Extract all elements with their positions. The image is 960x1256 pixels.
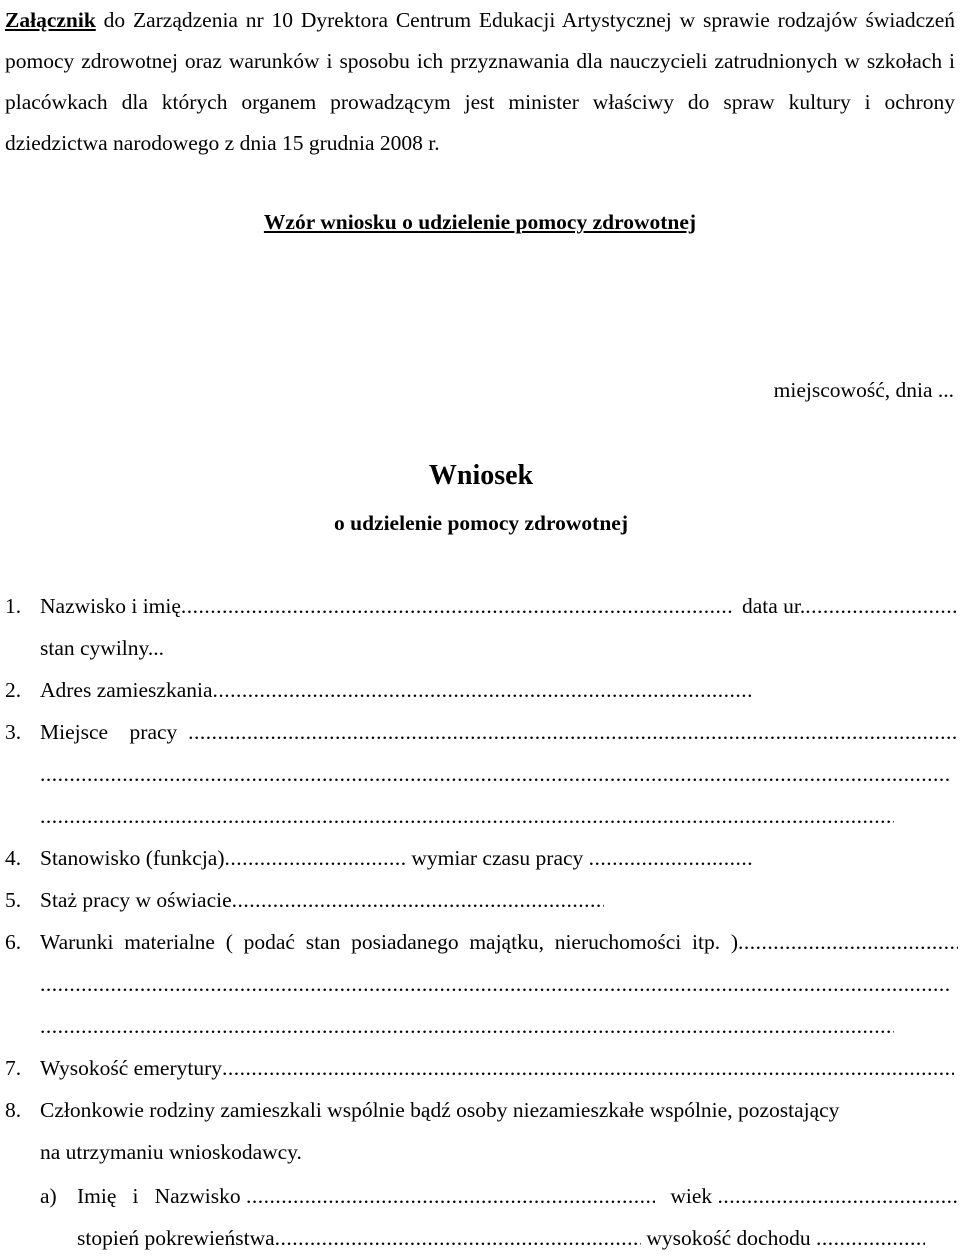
place-date-field[interactable]: miejscowość, dnia ... [773,378,954,402]
income-field[interactable] [641,1220,925,1256]
material-line-3[interactable] [0,1008,960,1044]
kinship-label: stopień pokrewieństwa [77,1226,275,1250]
workplace-field[interactable] [40,714,956,750]
income-dots [816,1220,925,1256]
item-8-line-1: Członkowie rodziny zamieszkali wspólnie bądź osoby niezamieszkałe wspólnie, pozostający [40,1098,840,1122]
position-label: Stanowisko (funkcja) [40,846,225,870]
form-template-subtitle: Wzór wniosku o udzielenie pomocy zdrowotnej [263,210,697,234]
kinship-dots [275,1220,641,1256]
item-1-number: 1. [5,594,22,618]
item-6-row [0,924,960,960]
position-field[interactable] [40,840,406,876]
material-line-2[interactable] [0,966,960,1002]
item-5-number: 5. [5,888,22,912]
address-label: Adres zamieszkania [40,678,213,702]
address-dots [213,672,752,708]
workplace-line-3[interactable] [0,798,960,834]
birth-date-field[interactable] [742,588,958,624]
item-7-number: 7. [5,1056,22,1080]
material-dots-2 [40,966,952,1002]
member-name-label: Imię i Nazwisko [77,1184,246,1208]
workplace-dots [188,714,956,750]
name-label: Nazwisko i imię [40,594,181,618]
item-8a-prefix: a) [40,1184,57,1208]
seniority-dots [232,882,604,918]
item-8-number: 8. [5,1098,22,1122]
header-paragraph [5,0,955,164]
item-3-row [0,714,960,750]
working-time-field[interactable] [406,840,752,876]
marital-status-field[interactable]: stan cywilny... [40,636,165,660]
income-label: wysokość dochodu [641,1226,816,1250]
member-age-field[interactable] [665,1178,958,1214]
seniority-label: Staż pracy w oświacie [40,888,232,912]
birth-date-dots [805,588,958,624]
member-name-field[interactable] [77,1178,655,1214]
seniority-field[interactable] [40,882,604,918]
item-7-row [0,1050,960,1086]
name-dots [181,588,732,624]
member-name-dots [246,1178,655,1214]
address-field[interactable] [40,672,752,708]
item-4-number: 4. [5,846,22,870]
position-dots [225,840,406,876]
document-subtitle: o udzielenie pomocy zdrowotnej [334,511,628,535]
name-field[interactable] [40,588,732,624]
item-5-row [0,882,960,918]
kinship-field[interactable] [77,1220,641,1256]
member-age-label: wiek [665,1184,718,1208]
material-conditions-dots [738,924,958,960]
item-8-row [0,1092,960,1128]
pension-dots [222,1050,954,1086]
item-3-number: 3. [5,720,22,744]
item-8-line-2: na utrzymaniu wnioskodawcy. [40,1140,302,1164]
workplace-label: Miejsce pracy [40,720,189,744]
material-conditions-label: Warunki materialne ( podać stan posiadanego majątku, nieruchomości itp. ) [40,930,739,954]
pension-label: Wysokość emerytury [40,1056,223,1080]
item-4-row [0,840,960,876]
workplace-dots-3 [40,798,894,834]
item-8a-row [0,1178,960,1214]
document-title: Wniosek [428,460,534,491]
header-text: do Zarządzenia nr 10 Dyrektora Centrum Edukacji Artystycznej w sprawie rodzajów świadczeń pomocy zdrowotnej oraz warunków i sposobu ich przyznawania dla nauczycieli zatrudnionych w szkołach i placówkach dla których organem prowadzącym jest minister właściwy do spraw kultury i ochrony dziedzictwa narodowego z dnia 15 grudnia 2008 r. [5,8,955,155]
item-1-row [0,588,960,624]
material-dots-3 [40,1008,894,1044]
member-age-dots [718,1178,958,1214]
material-conditions-field[interactable] [40,924,958,960]
working-time-label: wymiar czasu pracy [406,846,589,870]
workplace-dots-2 [40,756,952,792]
pension-field[interactable] [40,1050,954,1086]
item-2-row [0,672,960,708]
workplace-line-2[interactable] [0,756,960,792]
item-6-number: 6. [5,930,22,954]
item-2-number: 2. [5,678,22,702]
header-bold-lead: Załącznik [5,8,96,32]
birth-date-label: data ur. [742,594,806,618]
item-8a-row-2 [0,1220,960,1256]
working-time-dots [589,840,752,876]
